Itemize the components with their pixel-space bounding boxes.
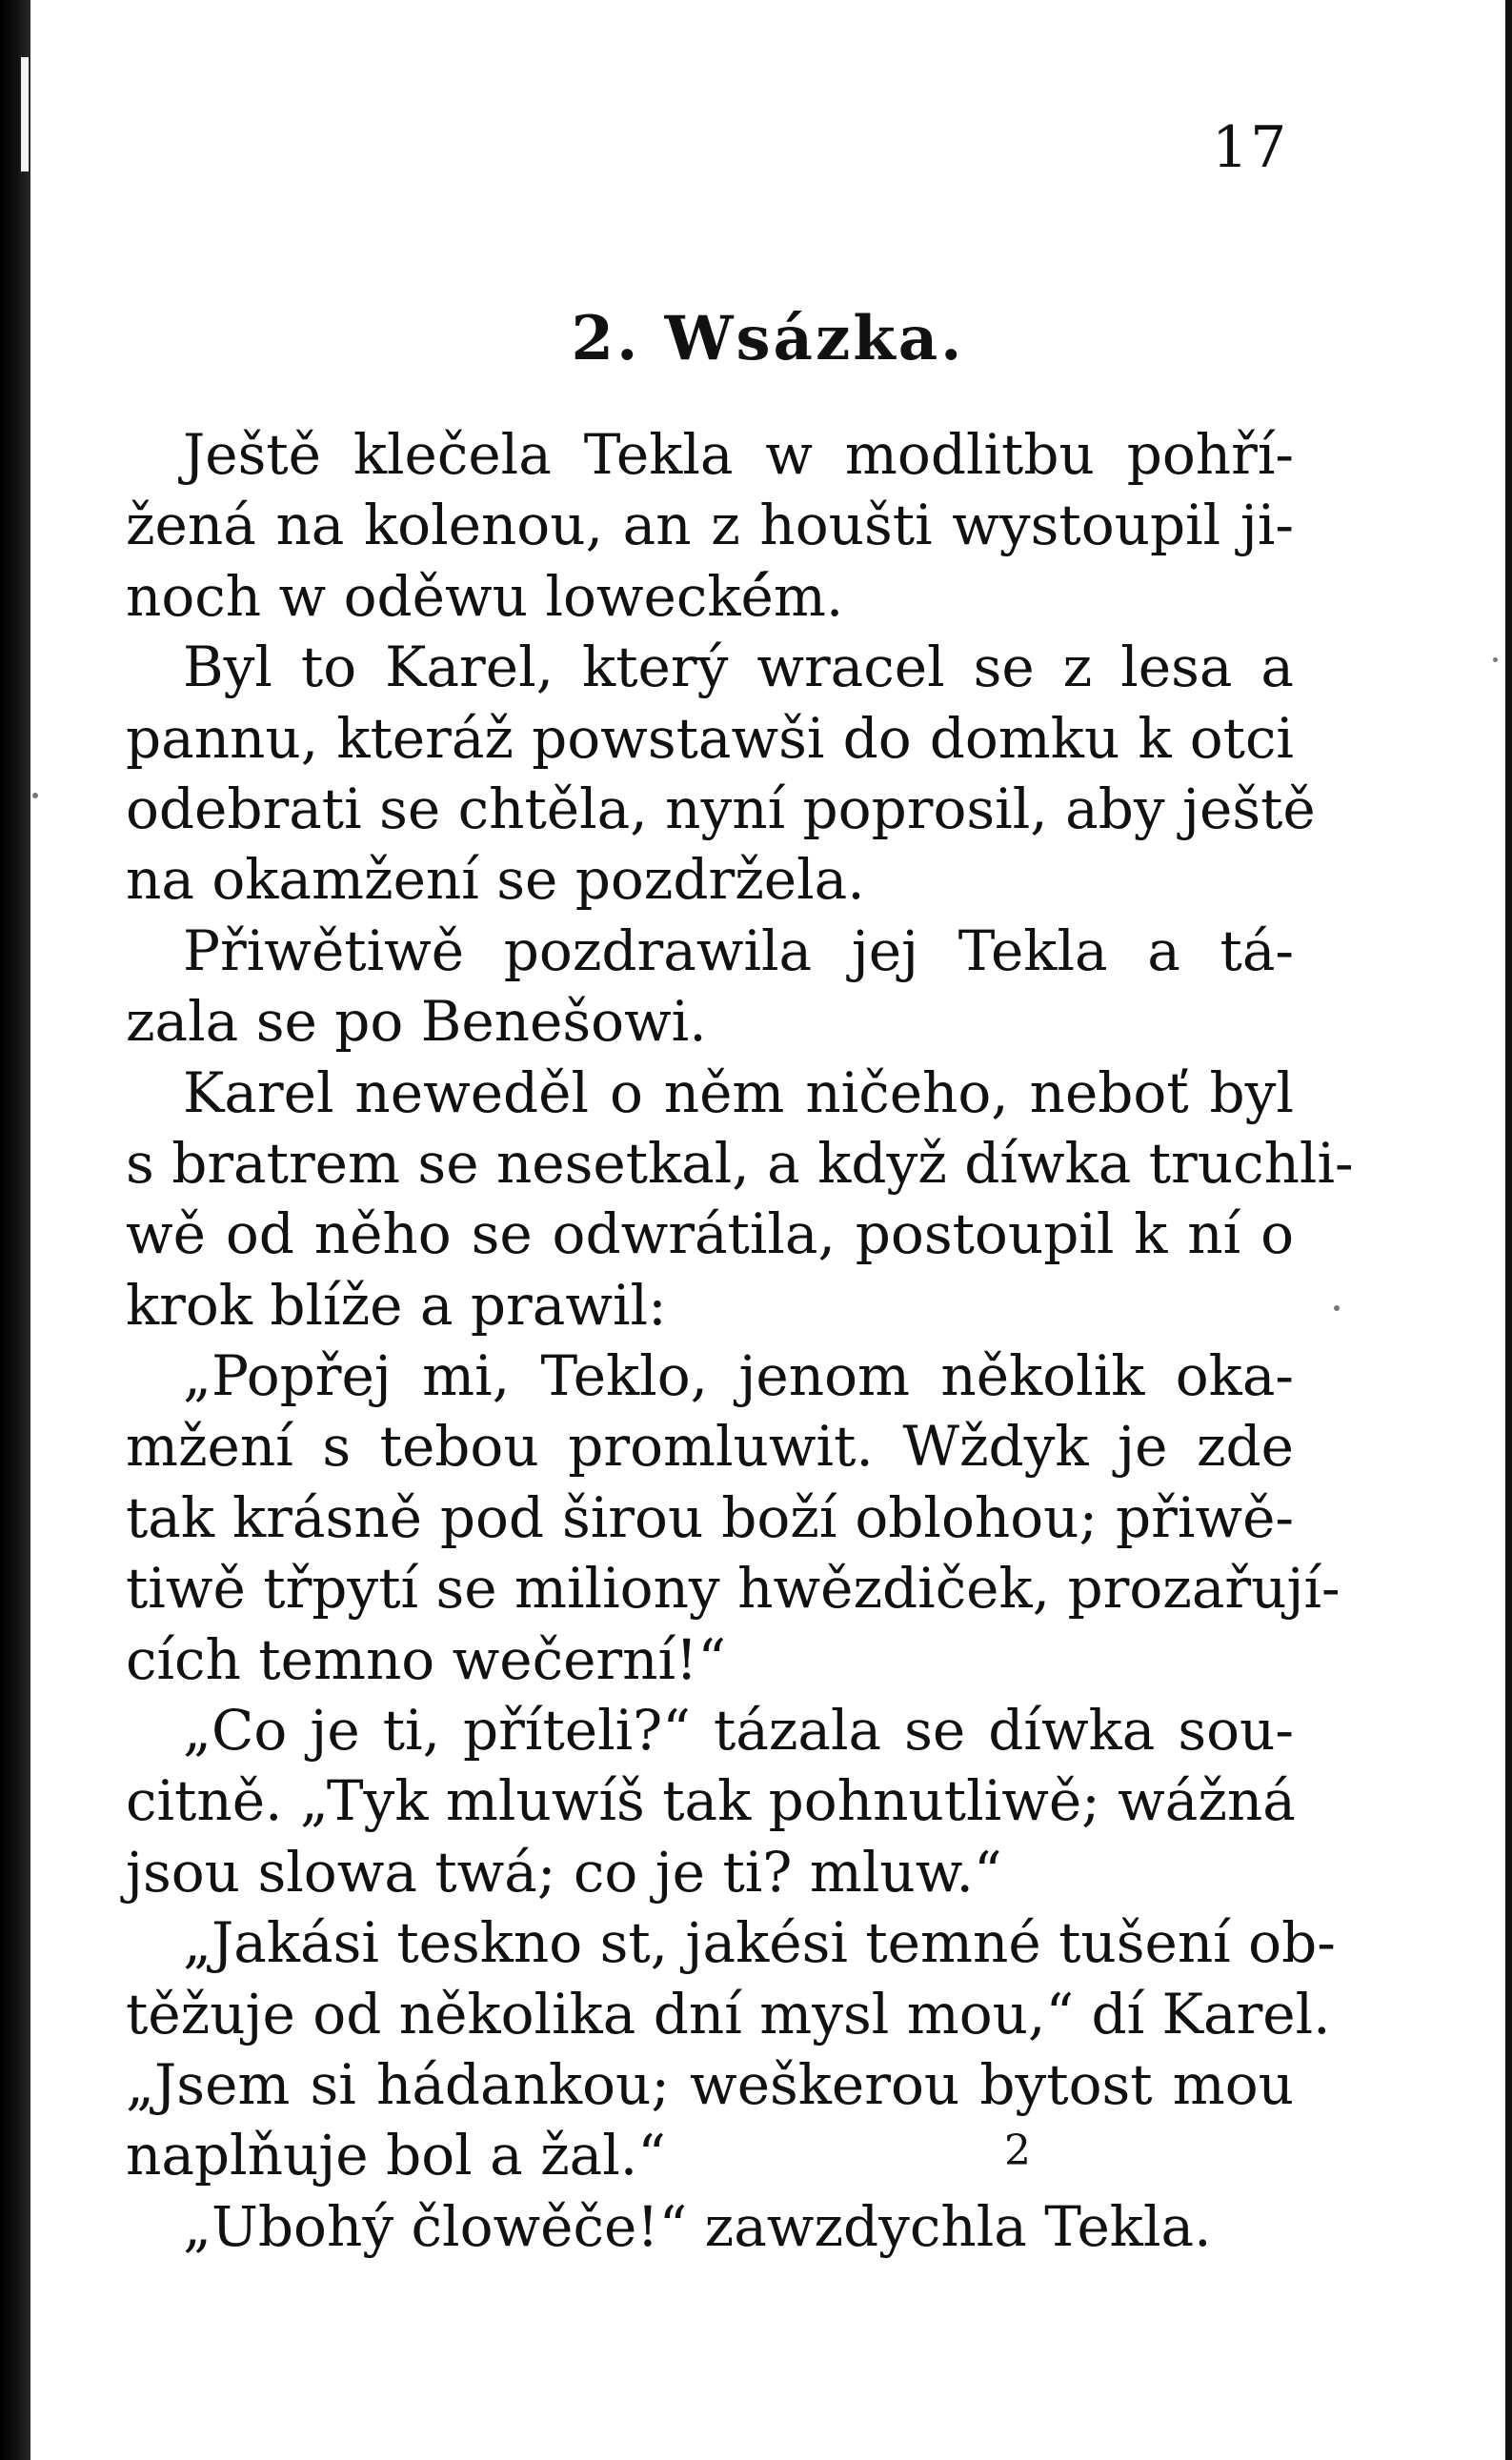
text-line: Karel neweděl o něm ničeho, neboť byl [183,1059,1294,1125]
text-line: těžuje od několika dní mysl mou,“ dí Karel. [126,1981,1331,2047]
text-line: cích temno wečerní!“ [126,1626,727,1692]
text-line: citně. „Tyk mluwíš tak pohnutliwě; wážná [126,1768,1296,1834]
page-number: 17 [1212,114,1289,181]
text-line: Byl to Karel, který wracel se z lesa a [183,635,1294,700]
text-line: naplňuje bol a žal.“ [126,2123,666,2188]
text-line: Přiwětiwě pozdrawila jej Tekla a tá- [183,917,1294,983]
paper-speck [1493,657,1498,662]
text-line: wě od něho se odwrátila, postoupil k ní o [126,1201,1294,1267]
text-line: „Jakási teskno st, jakési temné tušení ob- [183,1910,1336,1976]
text-line: jsou slowa twá; co je ti? mluw.“ [126,1839,1002,1905]
text-line: žená na kolenou, an z houšti wystoupil ji- [126,493,1294,558]
page-edge-shadow [1505,0,1512,2460]
chapter-title: 2. Wsázka. [571,303,965,374]
book-page [30,0,1505,2460]
text-line: „Co je ti, příteli?“ tázala se díwka sou- [183,1698,1294,1764]
book-spine-shadow [0,0,30,2460]
text-line: mžení s tebou promluwit. Wždyk je zde [126,1414,1294,1480]
text-line: „Jsem si hádankou; weškerou bytost mou [126,2051,1294,2117]
chapter-body-text [126,419,1354,2262]
text-line: tak krásně pod širou boží oblohou; přiwě- [126,1484,1294,1550]
paper-speck [32,793,38,798]
text-line: zala se po Benešowi. [126,989,707,1055]
paper-speck [1334,1305,1340,1311]
text-line: na okamžení se pozdržela. [126,847,865,913]
text-line: krok blíže a prawil: [126,1272,667,1338]
text-line: „Popřej mi, Teklo, jenom několik oka- [183,1343,1294,1409]
text-line: tiwě třpytí se miliony hwězdiček, prozařují- [126,1556,1341,1622]
signature-mark: 2 [1004,2127,1031,2175]
text-line: noch w oděwu lowecké́m. [126,563,844,629]
text-line: s bratrem se nesetkal, a když díwka truchli- [126,1130,1354,1196]
text-line: pannu, kteráž powstawši do domku k otci [126,705,1294,771]
text-line: „Ubohý člowěče!“ zawzdychla Tekla. [183,2193,1212,2259]
text-line: odebrati se chtěla, nyní poprosil, aby ještě [126,776,1316,841]
text-line: Ještě klečela Tekla w modlitbu pohří- [183,422,1294,487]
spine-highlight [21,57,29,171]
